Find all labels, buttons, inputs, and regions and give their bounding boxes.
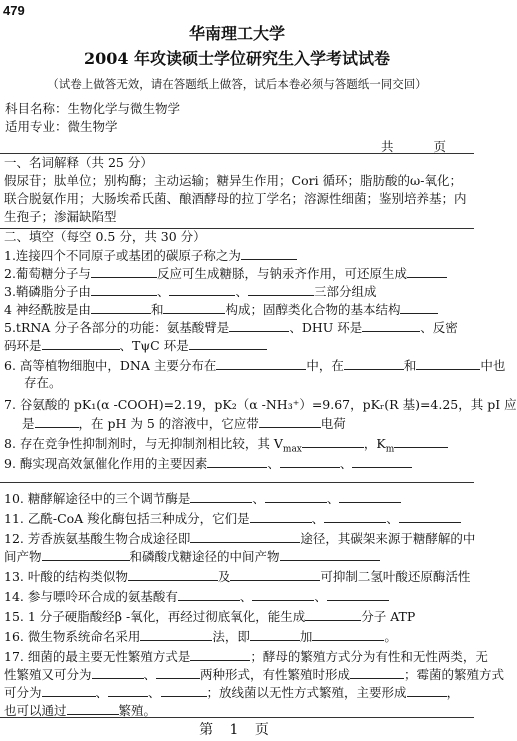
question-16: 16. 微生物系统命名采用 法，即 加 。 [4,629,397,644]
question-7-cont: 是 ，在 pH 为 5 的溶液中，它应带 电荷 [22,416,346,431]
question-11: 11. 乙酰-CoA 羧化酶包括三种成分，它们是 、 、 [4,510,472,527]
question-2: 2.葡萄糖分子与 反应可生成糖脎，与钠汞齐作用，可还原生成 [4,265,472,282]
divider-lower [0,482,474,483]
question-13: 13. 叶酸的结构类似物 及 可抑制二氢叶酸还原酶活性 [4,569,471,584]
section1-title: 一、名词解释（共 25 分） [4,155,153,170]
divider-bottom [0,717,474,718]
total-pages: 共 页 [381,139,464,154]
exam-code: 479 [3,3,25,18]
section1-line2: 联合脱氨作用；大肠埃希氏菌、酿酒酵母的拉丁学名；溶源性细菌；鉴别培养基；内 [4,191,467,206]
section2-title: 二、填空（每空 0.5 分，共 30 分） [4,229,206,244]
question-7: 7. 谷氨酸的 pK₁(α -COOH)=2.19，pK₂（α -NH₃⁺）=9.67，pKᵣ(R 基)=4.25，其 pI 应 [4,397,517,412]
question-6: 6. 高等植物细胞中，DNA 主要分布在 中，在 和 中也 [4,358,506,373]
question-17: 17. 细菌的最主要无性繁殖方式是 ；酵母的繁殖方式分为有性和无性两类，无 [4,649,488,664]
question-17-cont2: 可分为 、 、 ；放线菌以无性方式繁殖，主要形成 ， [4,685,460,700]
question-17-cont3: 也可以通过 繁殖。 [4,703,157,718]
question-8: 8. 存在竞争性抑制剂时，与无抑制剂相比较，其 $V_{max}$ ，$K_m$ [4,435,472,458]
question-6-cont: 存在。 [24,375,62,390]
university-title: 华南理工大学 [188,24,285,43]
question-9: 9. 酶实现高效氯催化作用的主要因素 、 、 [4,455,472,472]
question-17-cont1: 性繁殖又可分为 、 两种形式，有性繁殖时形成 ；霉菌的繁殖方式 [4,667,505,682]
section1-line1: 假尿苷；肽单位；别构酶；主动运输；糖异生作用；Cori 循环；脂肪酸的ω-氧化； [4,173,462,188]
page-number: 第 1 页 [199,722,275,738]
subject-name: 科目名称：生物化学与微生物学 [5,101,181,116]
question-14: 14. 参与嘌呤环合成的氨基酸有 、 、 [4,588,472,605]
question-5-cont: 码环是 、TψC 环是 [4,337,472,354]
question-3: 3.鞘磷脂分子由 、 、 三部分组成 [4,284,377,299]
question-1: 1.连接四个不同原子或基团的碳原子称之为 [4,247,472,264]
question-5: 5.tRNA 分子各部分的功能：氨基酸臂是 、DHU 环是 、反密 [4,320,458,335]
question-10: 10. 糖酵解途径中的三个调节酶是 、 、 [4,490,472,507]
question-15: 15. 1 分子硬脂酸经β -氧化，再经过彻底氧化，能生成 分子 ATP [4,609,416,624]
exam-notice: （试卷上做答无效，请在答题纸上做答，试后本卷必须与答题纸一同交回） [47,77,427,91]
question-12-cont: 间产物 和磷酸戊糖途径的中间产物 [4,548,472,565]
divider-top [0,153,474,154]
question-4: 4 神经酰胺是由 和 构成；固醇类化合物的基本结构 [4,301,472,318]
section1-line3: 生孢子；渗漏缺陷型 [4,209,117,224]
applicable-major: 适用专业：微生物学 [5,119,118,134]
question-12: 12. 芳香族氨基酸生物合成途径即 途径，其碳架来源于糖酵解的中 [4,531,476,546]
exam-title: 2004 年攻读硕士学位研究生入学考试试卷 [83,49,391,68]
